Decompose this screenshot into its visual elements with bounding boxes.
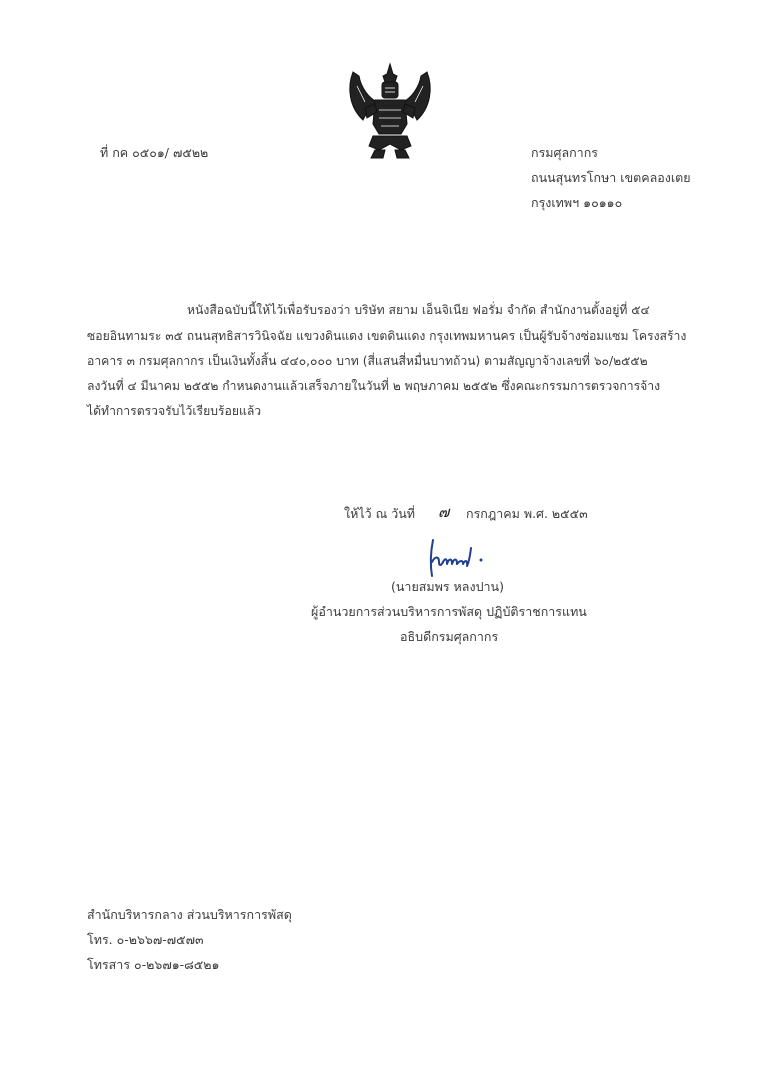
body-line: อาคาร ๓ กรมศุลกากร เป็นเงินทั้งสิ้น ๔๔๐,๐๐๐ บาท (สี่แสนสี่หมื่นบาทถ้วน) ตามสัญญาจ้างเลขที่ ๖๐/๒๕๕๒ (87, 354, 648, 368)
footer-office: สำนักบริหารกลาง ส่วนบริหารการพัสดุ (87, 907, 292, 922)
footer-phone: โทร. ๐-๒๖๖๗-๗๕๗๓ (87, 932, 204, 947)
body-line: ได้ทำการตรวจรับไว้เรียบร้อยแล้ว (87, 404, 262, 418)
body-line: ซอยอินทามระ ๓๕ ถนนสุทธิสารวินิจฉัย แขวงดินแดง เขตดินแดง กรุงเทพมหานคร เป็นผู้รับจ้างซ่อมแซม โครงสร้าง (87, 329, 687, 343)
address-line-street: ถนนสุนทรโกษา เขตคลองเตย (531, 170, 691, 185)
signatory-organization: อธิบดีกรมศุลกากร (400, 629, 499, 644)
address-line-city: กรุงเทพฯ ๑๐๑๑๐ (531, 195, 623, 210)
reference-number: ที่ กค ๐๕๐๑/ ๗๕๒๒ (100, 145, 209, 160)
signatory-name: (นายสมพร หลงปาน) (391, 579, 504, 594)
body-line: ลงวันที่ ๔ มีนาคม ๒๕๕๒ กำหนดงานแล้วเสร็จภายในวันที่ ๒ พฤษภาคม ๒๕๕๒ ซึ่งคณะกรรมการตรวจการจ้าง (87, 379, 661, 393)
signature-icon (425, 538, 495, 578)
body-line: หนังสือฉบับนี้ให้ไว้เพื่อรับรองว่า บริษัท สยาม เอ็นจิเนีย ฟอรั่ม จำกัด สำนักงานตั้งอยู่ที่ ๕๔ (187, 303, 650, 317)
signatory-title: ผู้อำนวยการส่วนบริหารการพัสดุ ปฏิบัติราชการแทน (311, 604, 587, 619)
date-day: ๗ (438, 503, 450, 521)
date-prefix: ให้ไว้ ณ วันที่ (344, 506, 415, 521)
date-month-year: กรกฎาคม พ.ศ. ๒๕๕๓ (466, 506, 588, 521)
garuda-emblem-icon (345, 62, 435, 162)
footer-fax: โทรสาร ๐-๒๖๗๑-๘๕๒๑ (87, 957, 220, 972)
address-line-department: กรมศุลกากร (531, 145, 598, 160)
